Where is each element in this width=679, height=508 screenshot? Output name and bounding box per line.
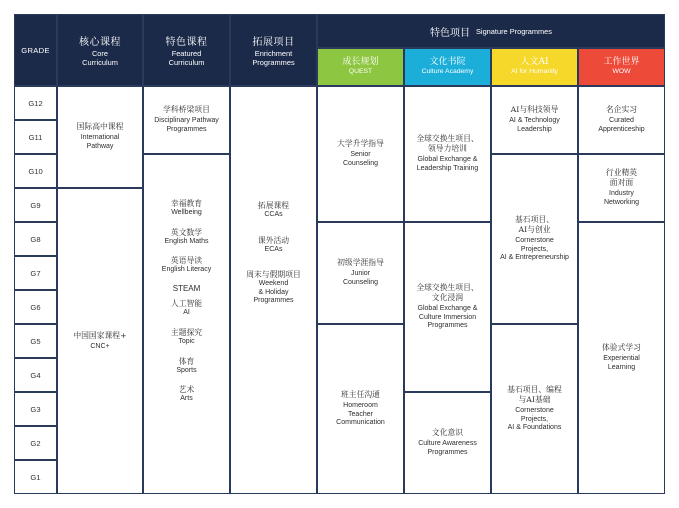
core-header-zh: 核心课程 <box>79 37 121 48</box>
international-pathway-cell <box>57 86 143 188</box>
featured-item-zh: 人工智能 <box>170 299 203 309</box>
featured-curriculum-header <box>143 14 230 86</box>
quest-header-zh: 成长规划 <box>342 57 379 68</box>
ai-entrepreneurship-zh: 基石项目、 AI与创业 <box>515 215 554 235</box>
quest-header-en: QUEST <box>348 68 373 76</box>
ai-entrepreneurship-en: Cornerstone Projects, AI & Entrepreneurship <box>500 237 569 262</box>
senior-counseling-en: Senior Counseling <box>342 151 379 167</box>
grade-row-label: G3 <box>14 392 57 426</box>
grade-row-label: G5 <box>14 324 57 358</box>
curriculum-table <box>14 14 665 494</box>
featured-item-en: Wellbeing <box>171 209 202 216</box>
grade-row-label: G2 <box>14 426 57 460</box>
ai-for-humanity-header <box>491 48 578 86</box>
enrichment-header-en: Enrichment Programmes <box>252 49 295 67</box>
senior-counseling-cell <box>317 86 404 222</box>
experiential-learning-cell <box>578 222 665 494</box>
grade-row-label: G1 <box>14 460 57 494</box>
international-pathway-en: International Pathway <box>80 134 120 150</box>
ai-foundations-zh: 基石项目、编程 与AI基础 <box>507 385 562 405</box>
enrichment-item-en: ECAs <box>264 245 283 253</box>
featured-item-zh: 体育 <box>178 356 195 366</box>
enrichment-item <box>258 201 289 220</box>
junior-counseling-cell <box>317 222 404 324</box>
junior-counseling-en: Junior Counseling <box>342 270 379 286</box>
grade-row-label: G11 <box>14 120 57 154</box>
grade-row-label: G6 <box>14 290 57 324</box>
featured-item-zh: 英语导读 <box>170 256 203 266</box>
wow-header-en: WOW <box>612 68 631 76</box>
grade-header <box>14 14 57 86</box>
exchange-leadership-cell <box>404 86 491 222</box>
culture-awareness-en: Culture Awareness Programmes <box>418 440 477 456</box>
curated-apprenticeship-zh: 名企实习 <box>605 105 638 115</box>
exchange-immersion-zh: 全球交换生项目、 文化浸润 <box>416 283 479 303</box>
ai-foundations-cell <box>491 324 578 494</box>
homeroom-communication-en: Homeroom Teacher Communication <box>336 402 385 427</box>
ai-entrepreneurship-cell <box>491 154 578 324</box>
signature-programmes-header <box>317 14 665 48</box>
disciplinary-pathway-zh: 学科桥梁项目 <box>163 105 210 115</box>
featured-header-zh: 特色课程 <box>165 37 208 48</box>
enrichment-item-en: Weekend & Holiday Programmes <box>253 280 294 305</box>
culture-awareness-zh: 文化意识 <box>431 428 464 438</box>
curated-apprenticeship-en: Curated Apprenticeship <box>598 117 645 133</box>
enrichment-item <box>246 270 301 306</box>
enrichment-header-zh: 拓展项目 <box>252 37 295 48</box>
featured-item <box>173 285 201 294</box>
core-header-en: Core Curriculum <box>82 49 118 67</box>
senior-counseling-zh: 大学升学指导 <box>337 139 384 149</box>
culture-awareness-cell <box>404 392 491 494</box>
industry-networking-en: Industry Networking <box>603 190 639 206</box>
cnc-plus-cell <box>57 188 143 494</box>
featured-item-zh: 幸福教育 <box>170 199 203 208</box>
featured-item-en: English Maths <box>164 237 209 245</box>
enrichment-item-zh: 周末与假期项目 <box>246 270 301 280</box>
homeroom-communication-cell <box>317 324 404 494</box>
featured-item <box>171 328 202 347</box>
industry-networking-cell <box>578 154 665 222</box>
exchange-leadership-zh: 全球交换生项目、 领导力培训 <box>416 134 479 154</box>
ai-header-zh: 人文AI <box>520 57 549 68</box>
culture-academy-header <box>404 48 491 86</box>
featured-item <box>171 299 202 318</box>
exchange-immersion-cell <box>404 222 491 392</box>
wow-header-zh: 工作世界 <box>603 57 640 68</box>
featured-item <box>176 357 196 376</box>
featured-item <box>162 256 211 275</box>
exchange-leadership-en: Global Exchange & Leadership Training <box>416 156 479 172</box>
ai-foundations-en: Cornerstone Projects, AI & Foundations <box>507 407 562 432</box>
featured-item-zh: 英文数学 <box>170 227 203 237</box>
cnc-plus-zh: 中国国家课程+ <box>73 330 127 340</box>
grade-row-label: G9 <box>14 188 57 222</box>
enrichment-item-zh: 拓展课程 <box>257 201 290 210</box>
grade-row-label: G10 <box>14 154 57 188</box>
featured-item-zh: 主题探究 <box>170 327 203 337</box>
curated-apprenticeship-cell <box>578 86 665 154</box>
featured-item-en: Topic <box>178 337 195 345</box>
featured-item <box>171 199 202 218</box>
enrichment-cell <box>230 86 317 494</box>
featured-item-en: Sports <box>176 366 197 374</box>
ai-tech-leadership-en: AI & Technology Leadership <box>509 117 560 133</box>
culture-header-en: Culture Academy <box>421 68 474 76</box>
disciplinary-pathway-cell <box>143 86 230 154</box>
homeroom-communication-zh: 班主任沟通 <box>341 390 380 400</box>
culture-header-zh: 文化书院 <box>429 57 466 68</box>
featured-item <box>165 228 209 247</box>
quest-header <box>317 48 404 86</box>
grade-row-label: G8 <box>14 222 57 256</box>
exchange-immersion-en: Global Exchange & Culture Immersion Programmes <box>417 305 478 330</box>
core-curriculum-header <box>57 14 143 86</box>
signature-header-zh: 特色项目 <box>430 27 470 39</box>
disciplinary-pathway-en: Disciplinary Pathway Programmes <box>154 117 219 133</box>
featured-item-en: AI <box>183 309 190 317</box>
grade-row-label: G12 <box>14 86 57 120</box>
grade-header-label: GRADE <box>21 45 50 55</box>
ai-tech-leadership-cell <box>491 86 578 154</box>
grade-row-label: G4 <box>14 358 57 392</box>
grade-row-label: G7 <box>14 256 57 290</box>
international-pathway-zh: 国际高中课程 <box>76 122 124 132</box>
featured-subjects-cell <box>143 154 230 494</box>
wow-header <box>578 48 665 86</box>
enrichment-item-en: CCAs <box>264 211 283 218</box>
signature-header-en: Signature Programmes <box>476 26 552 36</box>
enrichment-item-zh: 课外活动 <box>257 235 290 245</box>
featured-item-zh: 艺术 <box>178 385 195 395</box>
featured-item <box>179 385 195 404</box>
experiential-learning-zh: 体验式学习 <box>602 343 641 353</box>
enrichment-header <box>230 14 317 86</box>
cnc-plus-en: CNC+ <box>90 342 110 350</box>
featured-item-en: English Literacy <box>161 266 212 274</box>
junior-counseling-zh: 初级学涯指导 <box>337 258 384 268</box>
industry-networking-zh: 行业精英 面对面 <box>605 168 638 188</box>
enrichment-item <box>258 236 289 255</box>
ai-header-en: AI for Humanity <box>511 68 558 76</box>
featured-header-en: Featured Curriculum <box>168 49 205 67</box>
experiential-learning-en: Experiential Learning <box>603 355 640 371</box>
featured-item-en: Arts <box>180 395 193 403</box>
ai-tech-leadership-zh: AI与科技领导 <box>510 105 559 115</box>
featured-item-en: STEAM <box>172 283 201 293</box>
